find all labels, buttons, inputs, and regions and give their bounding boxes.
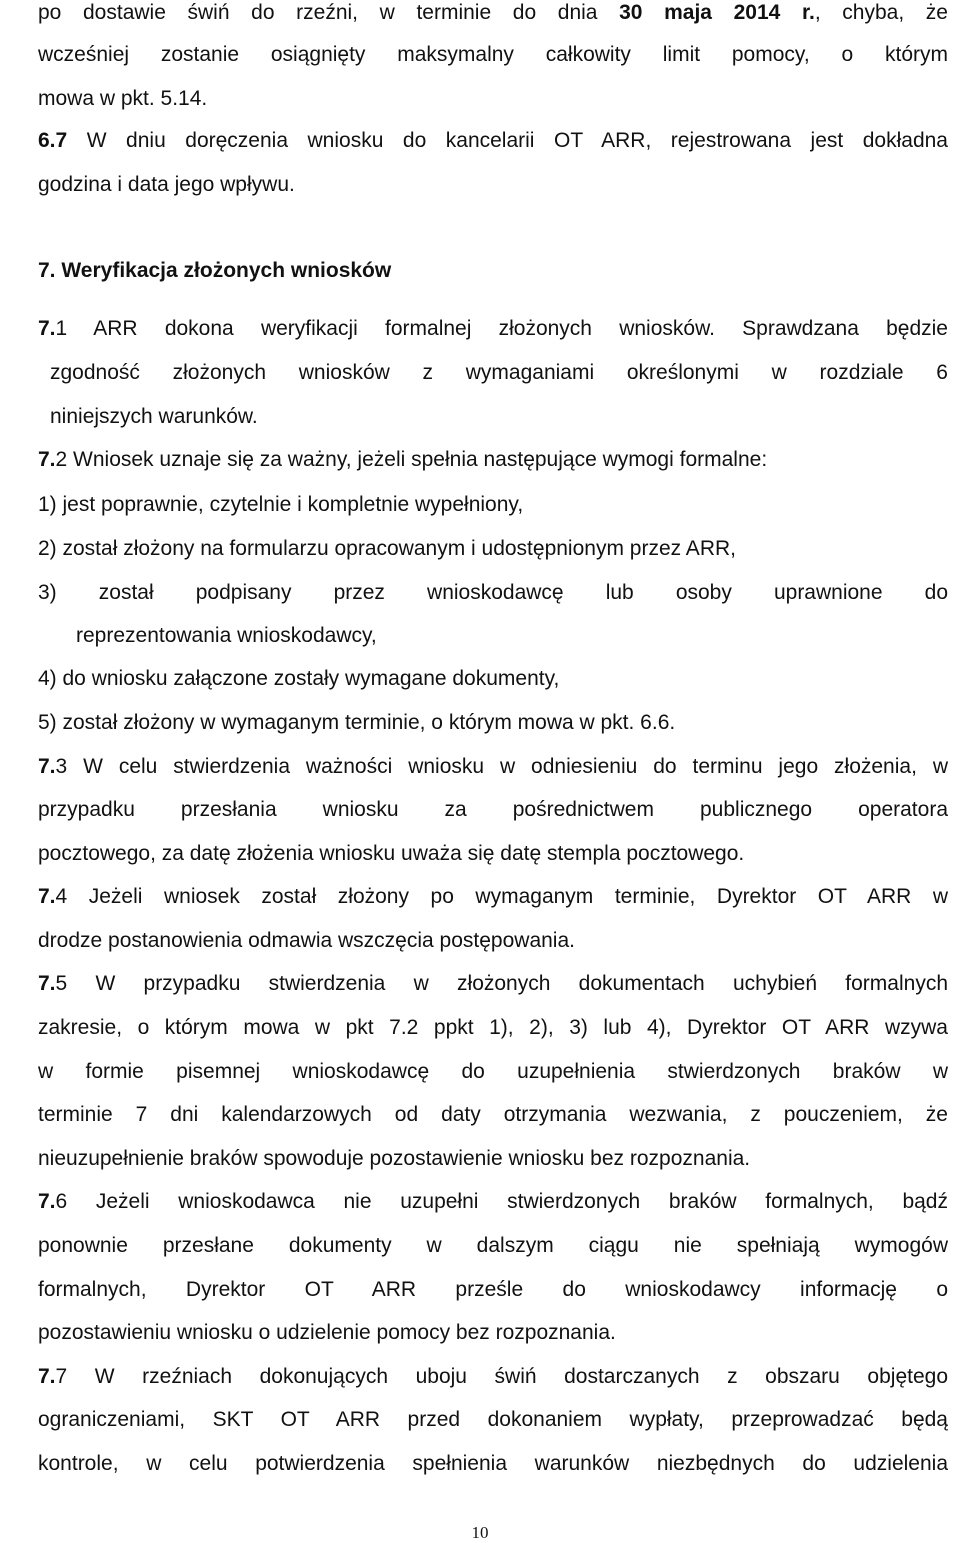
- text-run: terminie 7 dni kalendarzowych od daty otrzymania wezwania, z pouczeniem, że: [38, 1103, 948, 1126]
- bold-text-run: 7. Weryfikacja złożonych wniosków: [38, 259, 392, 282]
- bold-text-run: 6.7: [38, 129, 68, 152]
- text-run: 6 Jeżeli wnioskodawca nie uzupełni stwierdzonych braków formalnych, bądź: [55, 1190, 948, 1213]
- text-line: [38, 1189, 948, 1215]
- bold-text-run: 30 maja 2014 r.: [619, 1, 815, 24]
- bold-text-run: 7.: [38, 1365, 56, 1388]
- text-run: 1 ARR dokona weryfikacji formalnej złożonych wniosków. Sprawdzana będzie: [55, 317, 948, 340]
- text-line: [38, 0, 948, 26]
- text-run: 7 W rzeźniach dokonujących uboju świń dostarczanych z obszaru objętego: [55, 1365, 948, 1388]
- text-run: wcześniej zostanie osiągnięty maksymalny całkowity limit pomocy, o którym: [38, 43, 948, 66]
- text-line: [76, 623, 676, 649]
- page-number: 10: [471, 1523, 489, 1542]
- bold-text-run: 7.: [38, 885, 56, 908]
- text-line: [38, 316, 948, 342]
- bold-text-run: 7.: [38, 448, 56, 471]
- text-run: ponownie przesłane dokumenty w dalszym ciągu nie spełniają wymogów: [38, 1234, 948, 1257]
- text-line: [50, 404, 450, 430]
- text-line: [38, 447, 948, 473]
- text-line: [38, 928, 948, 954]
- text-run: formalnych, Dyrektor OT ARR prześle do wnioskodawcy informację o: [38, 1278, 948, 1301]
- text-run: reprezentowania wnioskodawcy,: [76, 624, 377, 647]
- text-line: [38, 492, 948, 518]
- text-run: 4) do wniosku załączone zostały wymagane dokumenty,: [38, 667, 560, 690]
- text-line: [38, 710, 948, 736]
- text-line: [38, 580, 948, 606]
- text-run: 3 W celu stwierdzenia ważności wniosku w odniesieniu do terminu jego złożenia, w: [55, 755, 948, 778]
- text-run: nieuzupełnienie braków spowoduje pozostawienie wniosku bez rozpoznania.: [38, 1147, 751, 1170]
- text-run: pocztowego, za datę złożenia wniosku uważa się datę stempla pocztowego.: [38, 842, 745, 865]
- text-line: [38, 1015, 948, 1041]
- text-run: ograniczeniami, SKT OT ARR przed dokonaniem wypłaty, przeprowadzać będą: [38, 1408, 948, 1431]
- text-run: godzina i data jego wpływu.: [38, 173, 295, 196]
- text-line: [38, 666, 948, 692]
- text-line: [38, 971, 948, 997]
- text-run: W dniu doręczenia wniosku do kancelarii OT ARR, rejestrowana jest dokładna: [67, 129, 948, 152]
- text-line: [38, 1059, 948, 1085]
- text-run: po dostawie świń do rzeźni, w terminie do dnia: [38, 1, 620, 24]
- text-line: [38, 1364, 948, 1390]
- text-run: 5 W przypadku stwierdzenia w złożonych dokumentach uchybień formalnych: [55, 972, 948, 995]
- text-line: [38, 128, 948, 154]
- text-line: [38, 754, 948, 780]
- text-run: , chyba, że: [814, 1, 948, 24]
- text-run: zakresie, o którym mowa w pkt 7.2 ppkt 1), 2), 3) lub 4), Dyrektor OT ARR wzywa: [38, 1016, 948, 1039]
- text-run: w formie pisemnej wnioskodawcę do uzupełnienia stwierdzonych braków w: [38, 1060, 948, 1083]
- bold-text-run: 7.: [38, 1190, 56, 1213]
- text-run: zgodność złożonych wniosków z wymaganiami określonymi w rozdziale 6: [50, 361, 948, 384]
- text-run: 1) jest poprawnie, czytelnie i kompletnie wypełniony,: [38, 493, 524, 516]
- text-run: drodze postanowienia odmawia wszczęcia postępowania.: [38, 929, 575, 952]
- text-run: 2 Wniosek uznaje się za ważny, jeżeli spełnia następujące wymogi formalne:: [55, 448, 768, 471]
- text-run: 3) został podpisany przez wnioskodawcę lub osoby uprawnione do: [38, 581, 948, 604]
- text-run: kontrole, w celu potwierdzenia spełnienia warunków niezbędnych do udzielenia: [38, 1452, 948, 1475]
- text-line: [38, 86, 338, 112]
- text-line: [38, 42, 948, 68]
- text-line: [38, 1233, 948, 1259]
- text-run: mowa w pkt. 5.14.: [38, 87, 208, 110]
- text-line: [38, 1320, 948, 1346]
- text-line: [38, 536, 948, 562]
- text-line: [38, 884, 948, 910]
- text-line: [38, 1407, 948, 1433]
- bold-text-run: 7.: [38, 755, 56, 778]
- text-run: przypadku przesłania wniosku za pośrednictwem publicznego operatora: [38, 798, 948, 821]
- bold-text-run: 7.: [38, 972, 56, 995]
- text-line: [38, 1102, 948, 1128]
- text-line: [38, 841, 948, 867]
- bold-text-run: 7.: [38, 317, 56, 340]
- text-line: [38, 172, 438, 198]
- text-line: [38, 258, 538, 284]
- text-line: [50, 360, 948, 386]
- text-line: [38, 1277, 948, 1303]
- text-run: 4 Jeżeli wniosek został złożony po wymaganym terminie, Dyrektor OT ARR w: [55, 885, 948, 908]
- text-run: pozostawieniu wniosku o udzielenie pomocy bez rozpoznania.: [38, 1321, 616, 1344]
- text-line: [38, 797, 948, 823]
- text-run: 5) został złożony w wymaganym terminie, o którym mowa w pkt. 6.6.: [38, 711, 676, 734]
- text-line: [38, 1146, 948, 1172]
- text-line: [38, 1451, 948, 1477]
- text-run: niniejszych warunków.: [50, 405, 258, 428]
- text-run: 2) został złożony na formularzu opracowanym i udostępnionym przez ARR,: [38, 537, 736, 560]
